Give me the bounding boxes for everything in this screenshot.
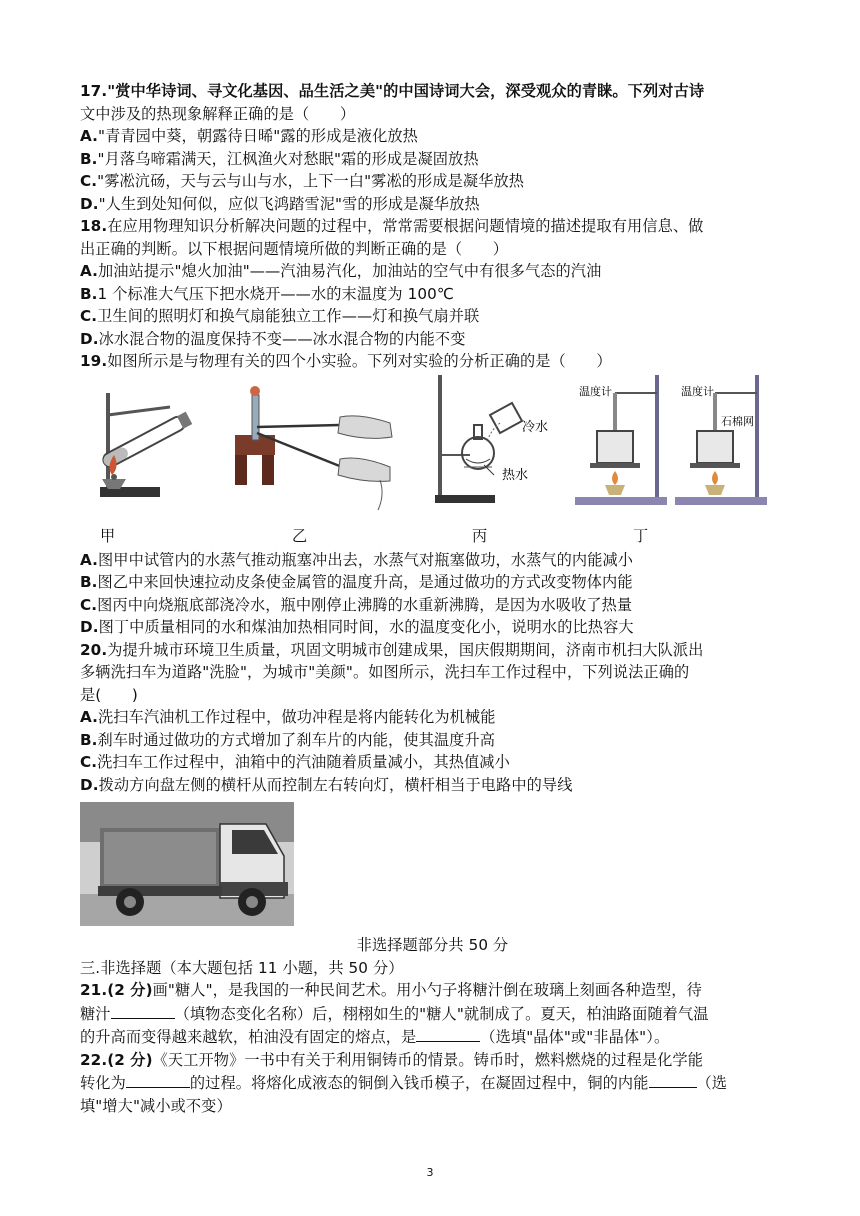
q17-option-d: D."人生到处知何似，应似飞鸿踏雪泥"雪的形成是凝华放热	[80, 194, 480, 213]
fig-label-yi: 乙	[292, 526, 308, 545]
q19-option-c: C.图丙中向烧瓶底部浇冷水，瓶中刚停止沸腾的水重新沸腾，是因为水吸收了热量	[80, 595, 633, 614]
q17-option-c: C."雾凇沆砀，天与云与山与水，上下一白"雾凇的形成是凝华放热	[80, 172, 525, 190]
q17-option-a: A."青青园中葵，朝露待日晞"露的形成是液化放热	[80, 127, 418, 145]
q19-option-a: A.图甲中试管内的水蒸气推动瓶塞冲出去，水蒸气对瓶塞做功，水蒸气的内能减小	[80, 550, 634, 569]
q21-line-3-a: 的升高而变得越来越软，柏油没有固定的熔点，是	[80, 1028, 417, 1046]
figure-yi-friction-tube	[230, 375, 400, 520]
section-title: 三.非选择题（本大题包括 11 小题，共 50 分）	[80, 958, 404, 977]
q17-stem-line-2: 文中涉及的热现象解释正确的是（ ）	[80, 104, 356, 123]
exam-page	[80, 80, 785, 1117]
figure-bing-flask	[430, 375, 570, 520]
figure-ding-beakers	[575, 375, 785, 520]
fig-label-jia: 甲	[100, 526, 116, 545]
q22-line-2-b: 的过程。将熔化成液态的铜倒入钱币模子，在凝固过程中，铜的内能	[189, 1074, 649, 1092]
q22-blank-2[interactable]	[649, 1071, 697, 1088]
q21-line-3	[80, 1025, 785, 1049]
fig-label-bing: 丙	[472, 526, 488, 545]
section-heading: 非选择题部分共 50 分	[356, 936, 509, 954]
q21-line-3-b: （选填"晶体"或"非晶体"）。	[480, 1028, 670, 1046]
q21-line-2	[80, 1002, 785, 1026]
q20-stem-line-1: 20.为提升城市环境卫生质量，巩固文明城市创建成果，国庆假期期间，济南市机扫大队派出	[80, 640, 704, 659]
q20-stem-line-3: 是( )	[80, 685, 138, 704]
q22-blank-1[interactable]	[126, 1071, 190, 1088]
q18-option-d: D.冰水混合物的温度保持不变——冰水混合物的内能不变	[80, 329, 466, 348]
q22-line-2-a: 转化为	[80, 1074, 126, 1092]
street-sweeper-truck-photo	[80, 802, 294, 926]
q22-line-1: 22.(2 分)《天工开物》一书中有关于利用铜铸币的情景。铸币时，燃料燃烧的过程是化学能	[80, 1050, 703, 1069]
q19-option-b: B.图乙中来回快速拉动皮条使金属管的温度升高，是通过做功的方式改变物体内能	[80, 573, 633, 591]
q19-option-d: D.图丁中质量相同的水和煤油加热相同时间，水的温度变化小，说明水的比热容大	[80, 618, 634, 636]
q21-blank-1[interactable]	[111, 1002, 175, 1019]
q21-blank-2[interactable]	[416, 1025, 480, 1042]
page-number: 3	[426, 1166, 434, 1179]
q18-option-a: A.加油站提示"熄火加油"——汽油易汽化，加油站的空气中有很多气态的汽油	[80, 262, 602, 280]
figure-jia-test-tube	[80, 375, 210, 520]
fig-label-ding: 丁	[633, 526, 649, 545]
label-asbestos-net: 石棉网	[721, 414, 754, 428]
label-hot-water: 热水	[502, 467, 529, 483]
q22-line-2-c: （选	[696, 1074, 728, 1092]
q20-option-c: C.洗扫车工作过程中，油箱中的汽油随着质量减小，其热值减小	[80, 753, 510, 771]
q18-option-b: B.1 个标准大气压下把水烧开——水的末温度为 100℃	[80, 284, 455, 303]
q20-option-b: B.刹车时通过做功的方式增加了刹车片的内能，使其温度升高	[80, 730, 496, 749]
q19-figure-labels	[80, 525, 785, 549]
q17-stem-1: 17."赏中华诗词、寻文化基因、品生活之美"的中国诗词大会，深受观众的青睐。下列对古诗	[80, 82, 705, 100]
q21-line-2-a: 糖汁	[80, 1004, 111, 1023]
q17-stem-line-1	[80, 80, 785, 103]
q19-figures	[80, 375, 785, 525]
q21-line-2-b: （填物态变化名称）后，栩栩如生的"糖人"就制成了。夏天，柏油路面随着气温	[174, 1004, 709, 1023]
q18-option-c: C.卫生间的照明灯和换气扇能独立工作——灯和换气扇并联	[80, 307, 480, 325]
label-thermometer-left: 温度计	[579, 384, 612, 398]
q19-stem: 19.如图所示是与物理有关的四个小实验。下列对实验的分析正确的是（ ）	[80, 352, 612, 370]
q22-line-3: 填"增大"减小或不变）	[80, 1096, 232, 1115]
q22-line-2	[80, 1071, 785, 1095]
q17-option-b: B."月落乌啼霜满天，江枫渔火对愁眠"霜的形成是凝固放热	[80, 149, 479, 168]
q18-stem-line-1: 18.在应用物理知识分析解决问题的过程中，常常需要根据问题情境的描述提取有用信息、做	[80, 217, 704, 235]
q20-stem-line-2: 多辆洗扫车为道路"洗脸"，为城市"美颜"。如图所示，洗扫车工作过程中，下列说法正确的	[80, 663, 690, 681]
q20-option-a: A.洗扫车汽油机工作过程中，做功冲程是将内能转化为机械能	[80, 708, 496, 726]
q18-stem-line-2: 出正确的判断。以下根据问题情境所做的判断正确的是（ ）	[80, 239, 509, 258]
label-thermometer-right: 温度计	[681, 384, 714, 398]
label-cold-water: 冷水	[522, 419, 549, 435]
q20-option-d: D.拨动方向盘左侧的横杆从而控制左右转向灯，横杆相当于电路中的导线	[80, 775, 573, 794]
q21-line-1: 21.(2 分)画"糖人"，是我国的一种民间艺术。用小勺子将糖汁倒在玻璃上刻画各种造型，待	[80, 981, 702, 999]
